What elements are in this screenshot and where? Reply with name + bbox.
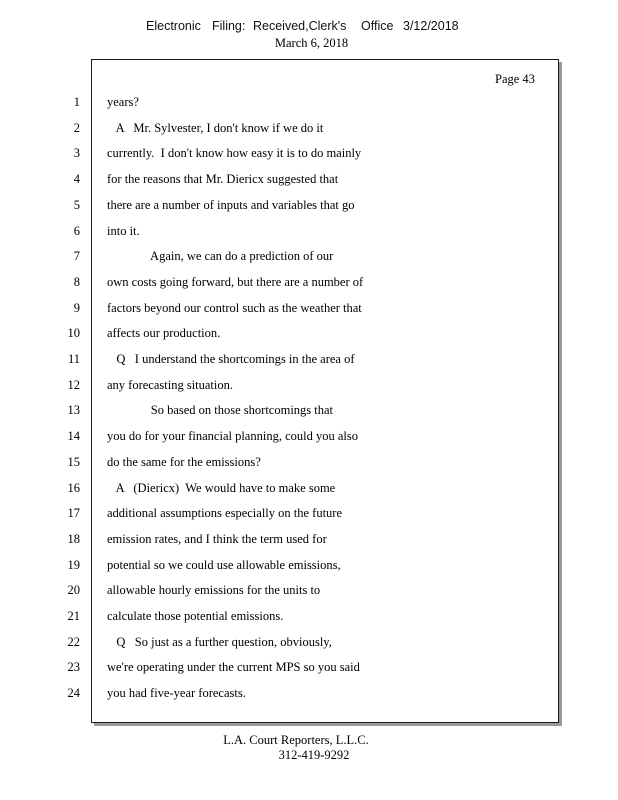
line-number: 10 [67,326,80,340]
transcript-line: for the reasons that Mr. Diericx suggested that [107,172,339,186]
line-number: 3 [73,146,80,160]
stamp-word-filing: Filing: [212,19,246,33]
filing-stamp [0,19,618,35]
line-number: 7 [73,249,80,263]
transcript-line: into it. [107,224,140,238]
transcript-line: you had five-year forecasts. [107,686,246,700]
line-number: 5 [73,198,80,212]
line-number: 16 [67,481,80,495]
footer-company: L.A. Court Reporters, L.L.C. [223,733,369,747]
transcript-line: emission rates, and I think the term used for [107,532,327,546]
line-number: 1 [73,95,80,109]
line-number: 8 [73,275,80,289]
stamp-word-office: Office [361,19,394,33]
line-number: 12 [67,378,80,392]
line-number: 20 [67,583,80,597]
transcript-line: years? [107,95,139,109]
transcript-line: potential so we could use allowable emissions, [107,558,341,572]
transcript-line: A Mr. Sylvester, I don't know if we do it [107,121,324,135]
stamp-word-electronic: Electronic [146,19,201,33]
line-number: 23 [67,660,80,674]
transcript-line: Q I understand the shortcomings in the area of [107,352,355,366]
transcript-line: there are a number of inputs and variables that go [107,198,355,212]
transcript-line: any forecasting situation. [107,378,234,392]
transcript-line: own costs going forward, but there are a number of [107,275,364,289]
line-number: 4 [73,172,80,186]
transcript-line: we're operating under the current MPS so you said [107,660,360,674]
transcript-line: additional assumptions especially on the future [107,506,343,520]
transcript-line: A (Diericx) We would have to make some [107,481,336,495]
line-number: 13 [67,403,80,417]
line-number: 17 [67,506,80,520]
hearing-date: March 6, 2018 [274,36,349,50]
transcript-line: So based on those shortcomings that [107,403,334,417]
line-number: 15 [67,455,80,469]
transcript-line: allowable hourly emissions for the units to [107,583,321,597]
line-number: 24 [67,686,80,700]
line-number: 6 [73,224,80,238]
line-number: 21 [67,609,80,623]
line-number: 22 [67,635,80,649]
line-number: 19 [67,558,80,572]
line-number: 9 [73,301,80,315]
transcript-line: Again, we can do a prediction of our [107,249,334,263]
line-number: 14 [67,429,80,443]
footer-phone: 312-419-9292 [278,748,350,762]
transcript-line: currently. I don't know how easy it is to do mainly [107,146,362,160]
page-number: Page 43 [495,72,535,86]
transcript-line: Q So just as a further question, obviously, [107,635,332,649]
line-number: 11 [67,352,80,366]
line-number: 2 [73,121,80,135]
transcript-line: calculate those potential emissions. [107,609,284,623]
transcript-line: do the same for the emissions? [107,455,261,469]
line-number: 18 [67,532,80,546]
stamp-word-received: Received,Clerk's [253,19,347,33]
stamp-date: 3/12/2018 [403,19,459,33]
transcript-line: affects our production. [107,326,221,340]
transcript-line: factors beyond our control such as the weather that [107,301,362,315]
transcript-line: you do for your financial planning, could you also [107,429,358,443]
